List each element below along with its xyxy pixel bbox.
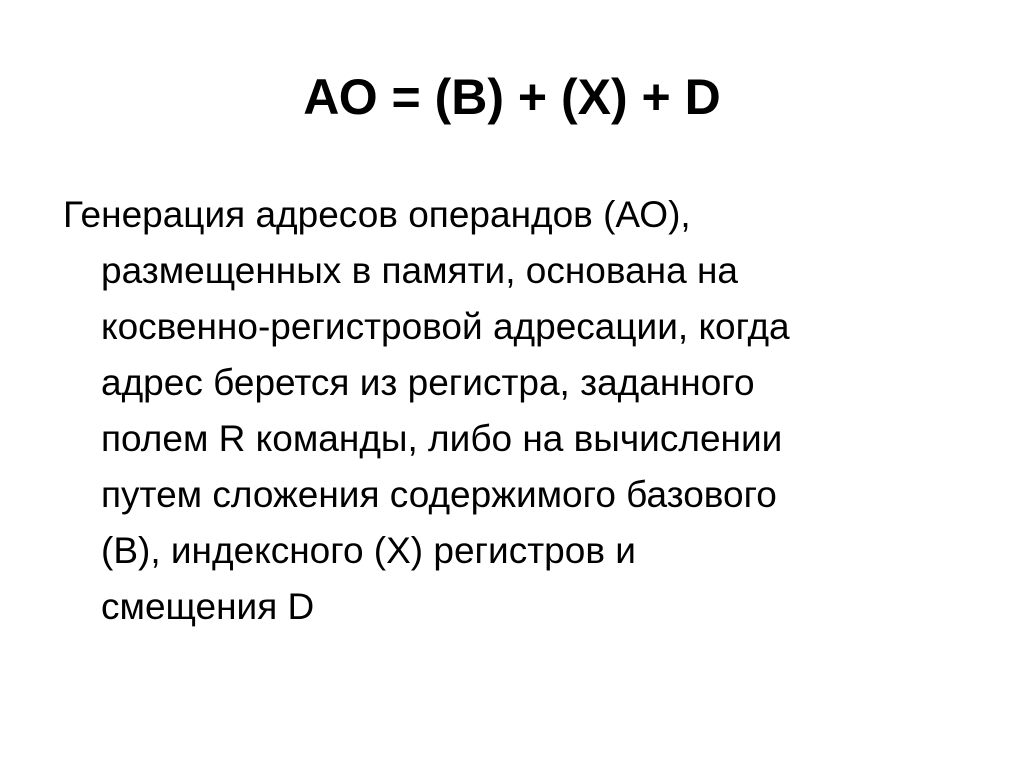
slide-body: [63, 187, 963, 635]
body-line: размещенных в памяти, основана на: [101, 250, 738, 291]
body-line: путем сложения содержимого базового: [101, 474, 777, 515]
body-line: косвенно-регистровой адресации, когда: [101, 306, 790, 347]
body-line: Генерация адресов операндов (АО),: [63, 194, 691, 235]
body-line: (В), индексного (X) регистров и: [101, 530, 636, 571]
body-line: смещения D: [101, 586, 315, 627]
body-line: полем R команды, либо на вычислении: [101, 418, 783, 459]
slide-title: АО = (В) + (X) + D: [303, 69, 721, 125]
body-line: адрес берется из регистра, заданного: [101, 362, 755, 403]
